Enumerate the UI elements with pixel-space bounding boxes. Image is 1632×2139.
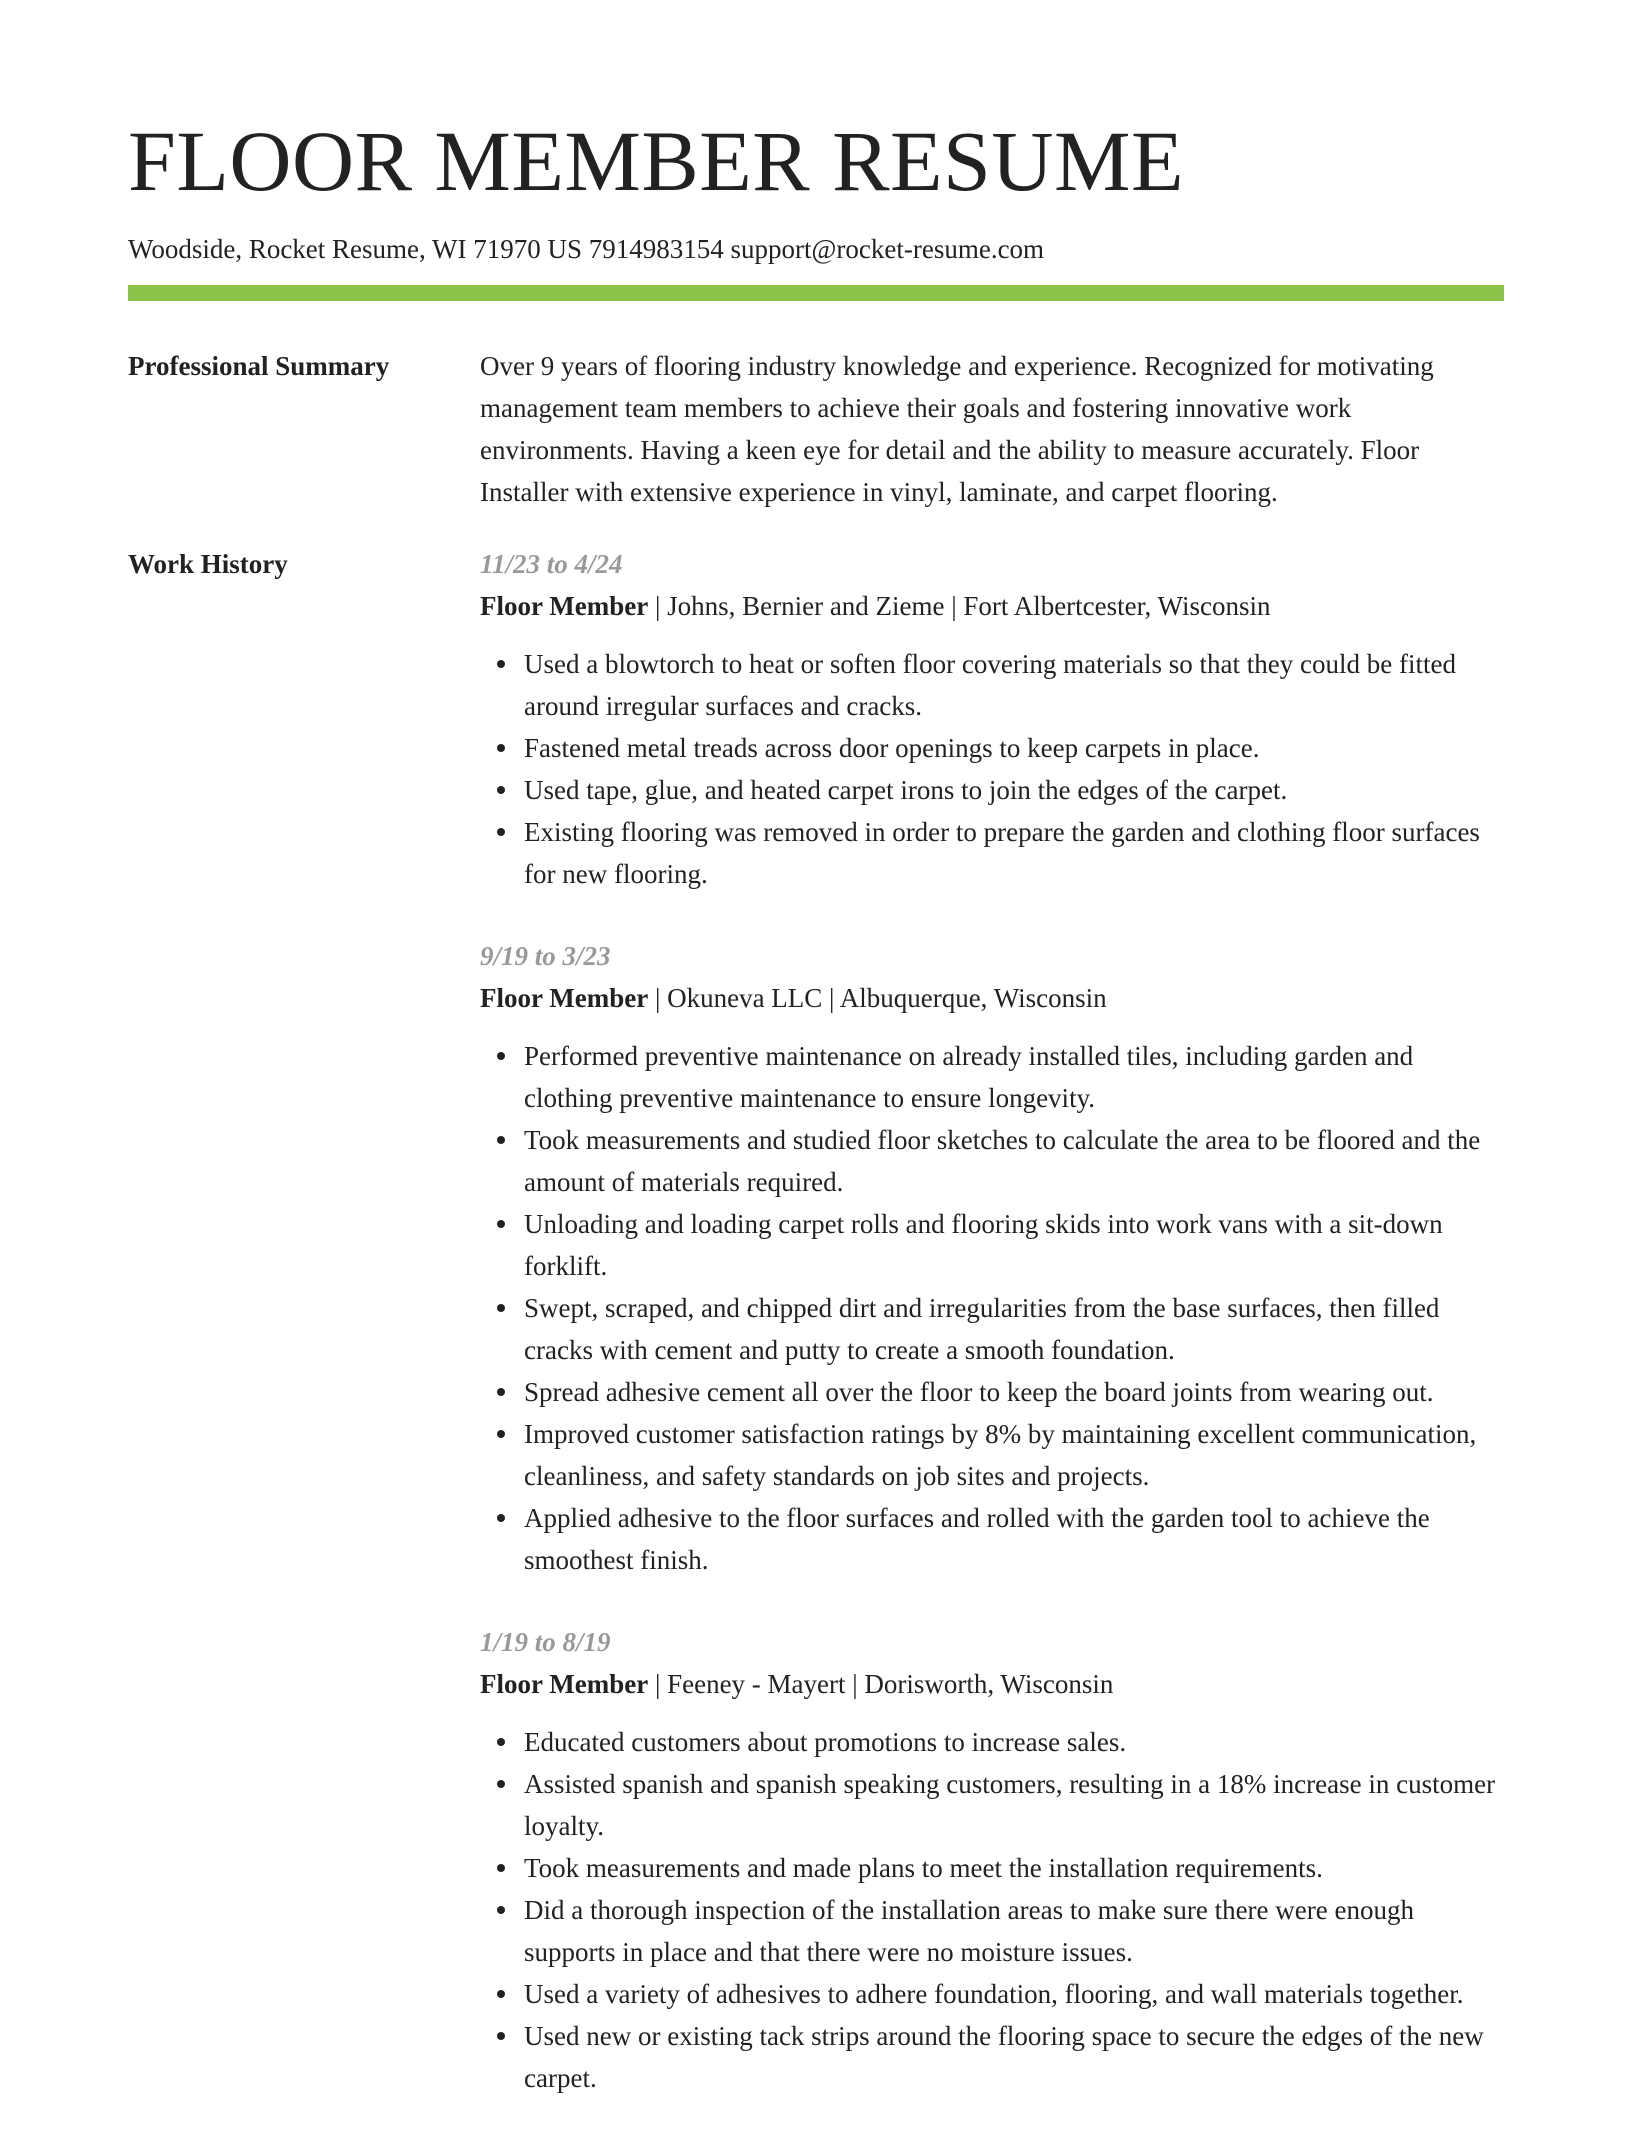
job-bullet-item: Existing flooring was removed in order to prepare the garden and clothing floor surfaces for new flooring.: [524, 811, 1504, 895]
job-bullet-list: [480, 643, 1504, 895]
summary-section-label: Professional Summary: [128, 351, 390, 381]
job-employer-location: | Feeney - Mayert | Dorisworth, Wisconsin: [648, 1669, 1114, 1699]
job-dates: 1/19 to 8/19: [480, 1627, 611, 1657]
work-history-jobs: [480, 543, 1504, 2139]
job-title: Floor Member: [480, 1669, 649, 1699]
job-bullet-item: Used a blowtorch to heat or soften floor covering materials so that they could be fitted around irregular surfaces and cracks.: [524, 643, 1504, 727]
job-dates: 11/23 to 4/24: [480, 549, 623, 579]
job-bullet-list: [480, 1035, 1504, 1581]
job-header-line: [480, 977, 1504, 1019]
job-title: Floor Member: [480, 983, 649, 1013]
job-entry: [480, 543, 1504, 895]
job-bullet-item: Took measurements and made plans to meet the installation requirements.: [524, 1847, 1504, 1889]
contact-email: support@rocket-resume.com: [730, 234, 1045, 264]
job-employer-location: | Okuneva LLC | Albuquerque, Wisconsin: [648, 983, 1107, 1013]
contact-line: [128, 232, 1044, 266]
job-bullet-item: Fastened metal treads across door openings to keep carpets in place.: [524, 727, 1504, 769]
header-accent-bar: [128, 285, 1504, 301]
job-bullet-item: Swept, scraped, and chipped dirt and irregularities from the base surfaces, then filled cracks with cement and putty to create a smooth foundation.: [524, 1287, 1504, 1371]
contact-phone: 7914983154: [588, 234, 724, 264]
job-bullet-list: [480, 1721, 1504, 2099]
job-bullet-item: Used tape, glue, and heated carpet irons to join the edges of the carpet.: [524, 769, 1504, 811]
summary-text: Over 9 years of flooring industry knowledge and experience. Recognized for motivating management team members to achieve their goals and fostering innovative work environments. Having a keen eye for detail and the ability to measure accurately. Floor Installer with extensive experience in vinyl, laminate, and carpet flooring.: [480, 351, 1434, 507]
job-bullet-item: Used a variety of adhesives to adhere foundation, flooring, and wall materials together.: [524, 1973, 1504, 2015]
job-bullet-item: Did a thorough inspection of the installation areas to make sure there were enough supports in place and that there were no moisture issues.: [524, 1889, 1504, 1973]
job-bullet-item: Took measurements and studied floor sketches to calculate the area to be floored and the amount of materials required.: [524, 1119, 1504, 1203]
job-bullet-item: Performed preventive maintenance on already installed tiles, including garden and clothing preventive maintenance to ensure longevity.: [524, 1035, 1504, 1119]
summary-section-body: [480, 345, 1504, 513]
page-title: FLOOR MEMBER RESUME: [128, 113, 1184, 209]
job-bullet-item: Spread adhesive cement all over the floor to keep the board joints from wearing out.: [524, 1371, 1504, 1413]
contact-address: Woodside, Rocket Resume, WI 71970 US: [128, 234, 583, 264]
job-header-line: [480, 1663, 1504, 1705]
job-header-line: [480, 585, 1504, 627]
job-employer-location: | Johns, Bernier and Zieme | Fort Albertcester, Wisconsin: [648, 591, 1271, 621]
job-bullet-item: Used new or existing tack strips around the flooring space to secure the edges of the new carpet.: [524, 2015, 1504, 2099]
job-bullet-item: Applied adhesive to the floor surfaces and rolled with the garden tool to achieve the smoothest finish.: [524, 1497, 1504, 1581]
job-entry: [480, 1621, 1504, 2099]
job-title: Floor Member: [480, 591, 649, 621]
job-bullet-item: Educated customers about promotions to increase sales.: [524, 1721, 1504, 1763]
job-entry: [480, 935, 1504, 1581]
job-dates: 9/19 to 3/23: [480, 941, 611, 971]
job-bullet-item: Improved customer satisfaction ratings by 8% by maintaining excellent communication, cleanliness, and safety standards on job sites and projects.: [524, 1413, 1504, 1497]
job-bullet-item: Unloading and loading carpet rolls and flooring skids into work vans with a sit-down forklift.: [524, 1203, 1504, 1287]
work-history-section-label: Work History: [128, 549, 288, 579]
job-bullet-item: Assisted spanish and spanish speaking customers, resulting in a 18% increase in customer loyalty.: [524, 1763, 1504, 1847]
